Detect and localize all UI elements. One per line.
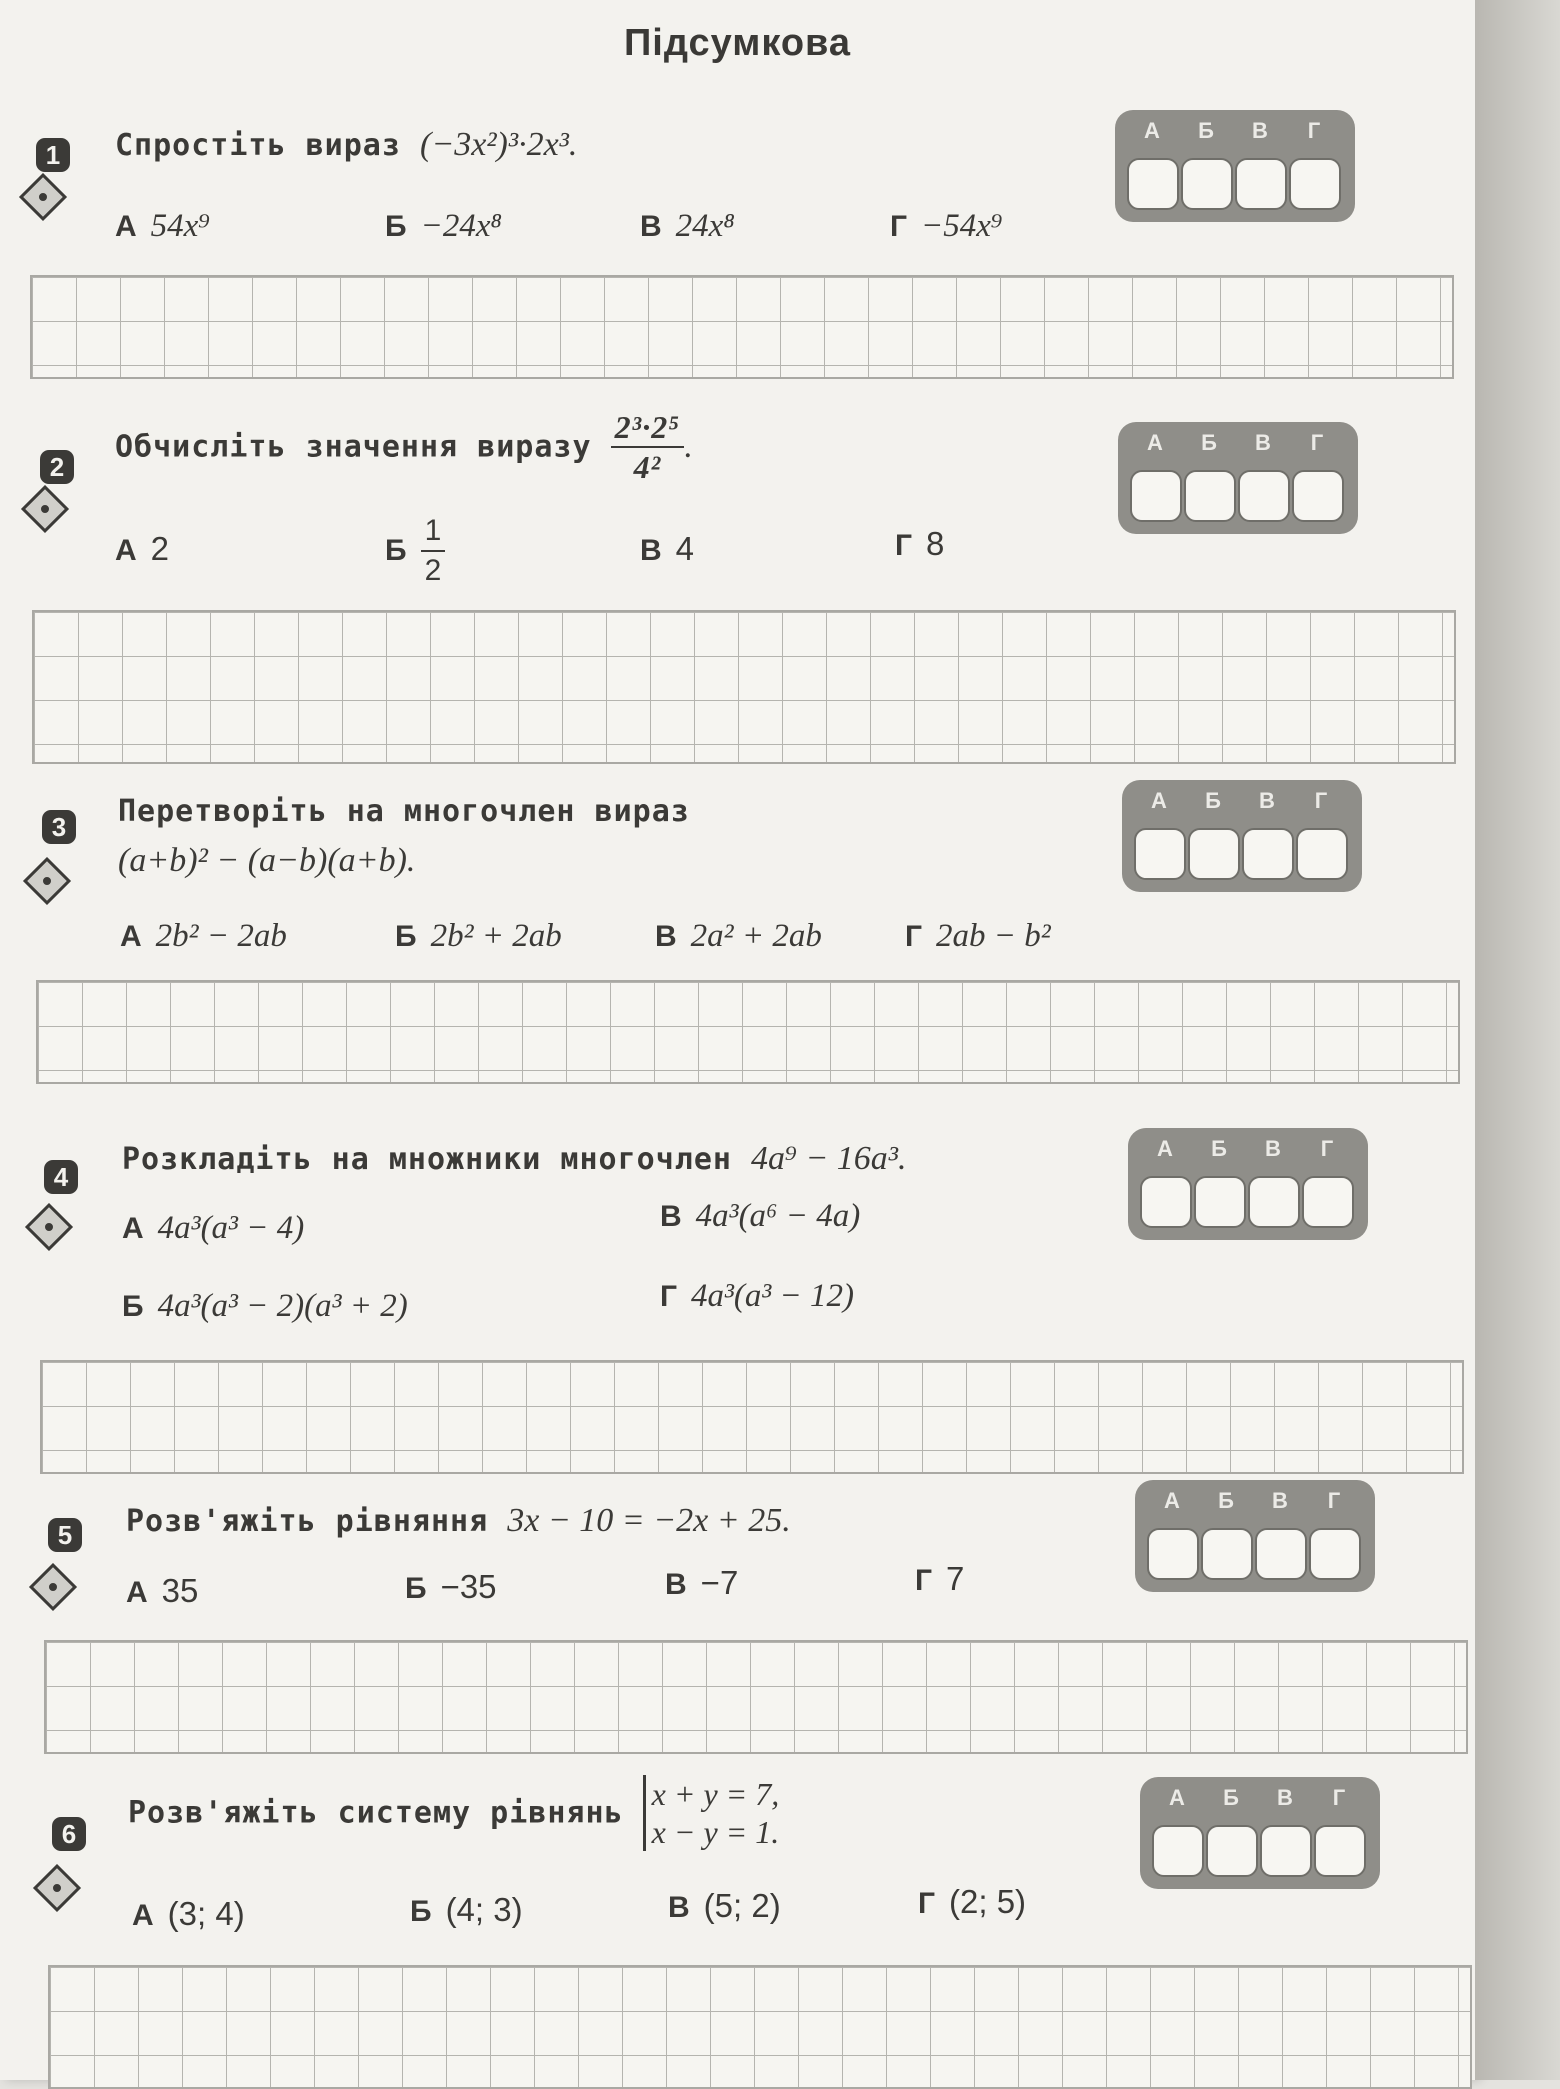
option-letter: Б (395, 920, 417, 953)
option-a[interactable] (120, 918, 287, 955)
answer-cell-b[interactable] (1188, 828, 1240, 880)
answer-cell-d[interactable] (1292, 470, 1344, 522)
task-prompt (115, 126, 577, 164)
prompt-text: Розв'яжіть рівняння (126, 1504, 489, 1539)
option-value: −35 (440, 1568, 497, 1605)
prompt-text: Перетворіть на многочлен вираз (118, 794, 690, 829)
task-prompt (118, 794, 690, 829)
answer-cell-a[interactable] (1140, 1176, 1192, 1228)
answer-cell-d[interactable] (1289, 158, 1341, 210)
answer-cell-b[interactable] (1184, 470, 1236, 522)
option-letter: В (665, 1568, 687, 1601)
answer-box (1135, 1480, 1375, 1592)
option-fraction (421, 512, 446, 590)
option-letter: Г (895, 529, 913, 562)
option-c[interactable] (640, 530, 694, 568)
work-grid[interactable] (48, 1965, 1472, 2089)
answer-cell-a[interactable] (1152, 1825, 1204, 1877)
answer-cell-b[interactable] (1201, 1528, 1253, 1580)
answer-cell-b[interactable] (1194, 1176, 1246, 1228)
option-letter: А (132, 1899, 154, 1932)
task-number: 5 (48, 1518, 82, 1552)
answer-label-d: Г (1320, 1136, 1334, 1161)
option-value: −54x⁹ (921, 208, 1003, 244)
option-value: 4a³(a⁶ − 4a) (695, 1198, 861, 1234)
answer-label-b: Б (1218, 1488, 1234, 1513)
answer-label-c: В (1252, 118, 1268, 143)
answer-cell-c[interactable] (1255, 1528, 1307, 1580)
option-a[interactable] (115, 208, 210, 245)
work-grid[interactable] (30, 275, 1454, 379)
option-value: −24x⁸ (420, 208, 502, 244)
fraction-numerator: 2³·2⁵ (611, 408, 685, 448)
answer-cell-a[interactable] (1147, 1528, 1199, 1580)
option-value: 2ab − b² (936, 918, 1051, 954)
answer-label-b: Б (1211, 1136, 1227, 1161)
book-edge (1475, 0, 1560, 2080)
answer-cell-d[interactable] (1309, 1528, 1361, 1580)
option-a[interactable] (122, 1210, 304, 1247)
fraction-denominator: 4² (633, 449, 662, 485)
answer-cell-a[interactable] (1130, 470, 1182, 522)
answer-label-a: А (1157, 1136, 1173, 1161)
option-letter: Г (918, 1887, 936, 1920)
answer-label-d: Г (1332, 1785, 1346, 1810)
answer-label-d: Г (1307, 118, 1321, 143)
option-letter: Б (410, 1895, 432, 1928)
option-d[interactable] (890, 208, 1002, 245)
option-value: 2b² − 2ab (155, 918, 287, 954)
prompt-text: Спростіть вираз (115, 128, 401, 163)
option-b[interactable] (395, 918, 562, 955)
option-letter: В (640, 534, 662, 567)
answer-label-b: Б (1223, 1785, 1239, 1810)
work-grid[interactable] (44, 1640, 1468, 1754)
answer-label-b: Б (1198, 118, 1214, 143)
task-number: 6 (52, 1817, 86, 1851)
prompt-text: Розкладіть на множники многочлен (122, 1142, 732, 1177)
option-b[interactable] (405, 1568, 497, 1606)
option-letter: В (660, 1200, 682, 1233)
option-b[interactable] (385, 512, 445, 590)
task-prompt (115, 408, 693, 486)
page-title: Підсумкова (623, 22, 852, 64)
option-letter: А (126, 1576, 148, 1609)
answer-label-a: А (1151, 788, 1167, 813)
option-c[interactable] (668, 1887, 781, 1925)
answer-box (1122, 780, 1362, 892)
answer-cell-c[interactable] (1235, 158, 1287, 210)
option-value: 2b² + 2ab (430, 918, 562, 954)
answer-cell-d[interactable] (1296, 828, 1348, 880)
task-expression: 3x − 10 = −2x + 25. (507, 1502, 791, 1539)
answer-label-d: Г (1327, 1488, 1341, 1513)
option-value: 7 (946, 1560, 965, 1597)
answer-cell-c[interactable] (1242, 828, 1294, 880)
prompt-text: Обчисліть значення виразу (115, 429, 592, 465)
option-c[interactable] (640, 208, 735, 245)
option-d[interactable] (895, 525, 944, 563)
answer-cell-a[interactable] (1134, 828, 1186, 880)
option-letter: В (655, 920, 677, 953)
work-grid[interactable] (32, 610, 1456, 764)
answer-label-a: А (1164, 1488, 1180, 1513)
option-a[interactable] (132, 1895, 245, 1933)
option-letter: Б (122, 1290, 144, 1323)
fraction-denominator: 2 (424, 554, 442, 587)
answer-box (1140, 1777, 1380, 1889)
option-letter: А (115, 210, 137, 243)
answer-cell-d[interactable] (1314, 1825, 1366, 1877)
task-number: 2 (40, 450, 74, 484)
answer-label-a: А (1144, 118, 1160, 143)
option-c[interactable] (665, 1564, 738, 1602)
option-a[interactable] (115, 530, 169, 568)
answer-label-b: Б (1201, 430, 1217, 455)
task-number: 3 (42, 810, 76, 844)
option-value: 2 (150, 530, 170, 567)
answer-label-a: А (1169, 1785, 1185, 1810)
answer-label-c: В (1255, 430, 1271, 455)
answer-cell-c[interactable] (1248, 1176, 1300, 1228)
option-letter: Б (385, 534, 407, 567)
option-value: 4 (675, 530, 695, 567)
answer-cell-c[interactable] (1260, 1825, 1312, 1877)
option-b[interactable] (410, 1891, 523, 1929)
option-value: (3; 4) (167, 1895, 245, 1932)
option-letter: Б (405, 1572, 427, 1605)
option-value: (4; 3) (445, 1891, 523, 1928)
answer-label-c: В (1259, 788, 1275, 813)
option-letter: Г (890, 210, 908, 243)
option-letter: В (640, 210, 662, 243)
option-b[interactable] (122, 1288, 408, 1325)
difficulty-marker-icon (19, 173, 67, 221)
answer-label-d: Г (1314, 788, 1328, 813)
option-d[interactable] (918, 1883, 1026, 1921)
answer-label-d: Г (1310, 430, 1324, 455)
option-letter: А (122, 1212, 144, 1245)
option-a[interactable] (126, 1572, 198, 1610)
option-letter: Г (915, 1564, 933, 1597)
option-value: 4a³(a³ − 12) (691, 1278, 855, 1314)
difficulty-marker-icon (29, 1563, 77, 1611)
task-expression-line (118, 842, 415, 880)
work-grid[interactable] (40, 1360, 1464, 1474)
difficulty-marker-icon (23, 857, 71, 905)
option-value: 4a³(a³ − 4) (157, 1210, 305, 1246)
option-letter: А (115, 534, 137, 567)
answer-label-b: Б (1205, 788, 1221, 813)
equation-system (643, 1775, 780, 1851)
option-b[interactable] (385, 208, 502, 245)
option-d[interactable] (905, 918, 1051, 955)
task-expression: (a+b)² − (a−b)(a+b). (118, 842, 416, 879)
answer-cell-d[interactable] (1302, 1176, 1354, 1228)
option-letter: Г (905, 920, 923, 953)
answer-box (1115, 110, 1355, 222)
option-c[interactable] (660, 1198, 860, 1235)
answer-box (1128, 1128, 1368, 1240)
option-value: 54x⁹ (150, 208, 210, 244)
option-value: (5; 2) (703, 1887, 781, 1924)
task-expression: (−3x²)³·2x³. (420, 126, 578, 163)
answer-box (1118, 422, 1358, 534)
option-value: (2; 5) (949, 1883, 1027, 1920)
option-letter: В (668, 1891, 690, 1924)
answer-cell-b[interactable] (1206, 1825, 1258, 1877)
task-expression: 4a⁹ − 16a³. (751, 1140, 907, 1177)
task-prompt (126, 1502, 791, 1540)
answer-label-a: А (1147, 430, 1163, 455)
option-letter: Б (385, 210, 407, 243)
option-c[interactable] (655, 918, 822, 955)
answer-label-c: В (1265, 1136, 1281, 1161)
option-value: 2a² + 2ab (690, 918, 822, 954)
answer-label-c: В (1272, 1488, 1288, 1513)
task-prompt (128, 1775, 779, 1851)
fraction-numerator: 1 (421, 512, 446, 552)
difficulty-marker-icon (21, 485, 69, 533)
system-line-2: x − y = 1. (651, 1814, 780, 1850)
difficulty-marker-icon (25, 1203, 73, 1251)
system-line-1: x + y = 7, (651, 1776, 780, 1812)
task-expression-fraction (611, 408, 685, 486)
answer-label-c: В (1277, 1785, 1293, 1810)
task-number: 1 (36, 138, 70, 172)
option-d[interactable] (660, 1278, 854, 1315)
option-letter: А (120, 920, 142, 953)
task-number: 4 (44, 1160, 78, 1194)
answer-cell-a[interactable] (1127, 158, 1179, 210)
option-value: 24x⁸ (675, 208, 735, 244)
option-value: −7 (700, 1564, 739, 1601)
answer-cell-b[interactable] (1181, 158, 1233, 210)
option-value: 35 (161, 1572, 199, 1609)
option-letter: Г (660, 1280, 678, 1313)
option-d[interactable] (915, 1560, 964, 1598)
option-value: 4a³(a³ − 2)(a³ + 2) (157, 1288, 408, 1324)
prompt-text: Розв'яжіть систему рівнянь (128, 1795, 624, 1831)
task-prompt (122, 1140, 907, 1178)
work-grid[interactable] (36, 980, 1460, 1084)
expression-tail: . (684, 428, 693, 465)
answer-cell-c[interactable] (1238, 470, 1290, 522)
option-value: 8 (926, 525, 945, 562)
difficulty-marker-icon (33, 1864, 81, 1912)
